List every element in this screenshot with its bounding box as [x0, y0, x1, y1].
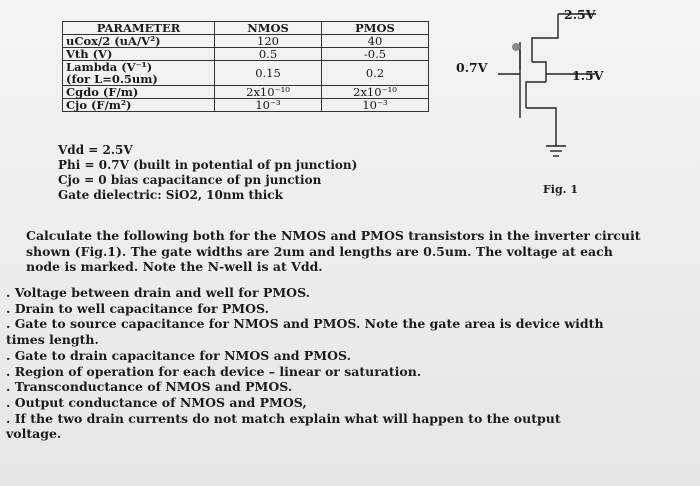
pmos-value: 10⁻³ — [322, 99, 429, 112]
table-header-row — [63, 22, 429, 35]
param-name: uCox/2 (uA/V²) — [63, 35, 215, 48]
table-row — [63, 61, 429, 86]
list-item: . Output conductance of NMOS and PMOS, — [6, 394, 307, 410]
pmos-source-wire — [532, 14, 558, 54]
parameter-table — [62, 21, 429, 112]
list-item: . Transconductance of NMOS and PMOS. — [6, 379, 293, 395]
param-name: Cgdo (F/m) — [63, 86, 215, 99]
pmos-value: 0.2 — [322, 61, 429, 86]
nmos-value: 10⁻³ — [215, 99, 322, 112]
list-item: . Region of operation for each device – linear or saturation. — [6, 363, 422, 379]
question-list — [6, 285, 604, 442]
nmos-value: 2x10⁻¹⁰ — [215, 86, 322, 99]
nmos-value: 0.15 — [215, 61, 322, 86]
header-parameter: PARAMETER — [63, 22, 215, 35]
vdd-label: 2.5V — [564, 7, 596, 22]
note-dielectric: Gate dielectric: SiO2, 10nm thick — [58, 188, 283, 202]
param-name: Vth (V) — [63, 48, 215, 61]
nmos-value: 120 — [215, 35, 322, 48]
nmos-value: 0.5 — [215, 48, 322, 61]
param-name: Lambda (V⁻¹) (for L=0.5um) — [63, 61, 215, 86]
table-row — [63, 48, 429, 61]
input-voltage-label: 0.7V — [456, 60, 488, 75]
pmos-drain-wire — [532, 62, 546, 82]
list-item: voltage. — [6, 426, 62, 442]
device-notes — [58, 143, 357, 203]
output-voltage-label: 1.5V — [572, 68, 604, 83]
figure-label: Fig. 1 — [543, 183, 578, 196]
pmos-gate-bubble — [512, 43, 520, 51]
nmos-source-wire — [526, 108, 556, 124]
list-item: . If the two drain currents do not match explain what will happen to the output — [6, 410, 561, 426]
param-name: Cjo (F/m²) — [63, 99, 215, 112]
note-cjo: Cjo = 0 bias capacitance of pn junction — [58, 173, 322, 187]
pmos-value: 2x10⁻¹⁰ — [322, 86, 429, 99]
list-item: . Gate to source capacitance for NMOS and PMOS. Note the gate area is device width — [6, 316, 604, 332]
header-pmos: PMOS — [322, 22, 429, 35]
note-vdd: Vdd = 2.5V — [58, 143, 133, 157]
list-item: . Gate to drain capacitance for NMOS and PMOS. — [6, 347, 351, 363]
table-row — [63, 86, 429, 99]
list-item: times length. — [6, 332, 99, 348]
table-row — [63, 99, 429, 112]
header-nmos: NMOS — [215, 22, 322, 35]
list-item: . Voltage between drain and well for PMOS. — [6, 285, 310, 300]
pmos-value: -0.5 — [322, 48, 429, 61]
problem-statement: Calculate the following both for the NMOS and PMOS transistors in the inverter circuit shown (Fig.1). The gate widths are 2um and lengths are 0.5um. The voltage at each node is marked. Note the N-well is at Vdd. — [26, 228, 641, 274]
nmos-drain-wire — [526, 82, 546, 108]
pmos-value: 40 — [322, 35, 429, 48]
note-phi: Phi = 0.7V (built in potential of pn junction) — [58, 158, 358, 172]
table-row — [63, 35, 429, 48]
list-item: . Drain to well capacitance for PMOS. — [6, 300, 269, 316]
inverter-schematic — [450, 0, 650, 180]
